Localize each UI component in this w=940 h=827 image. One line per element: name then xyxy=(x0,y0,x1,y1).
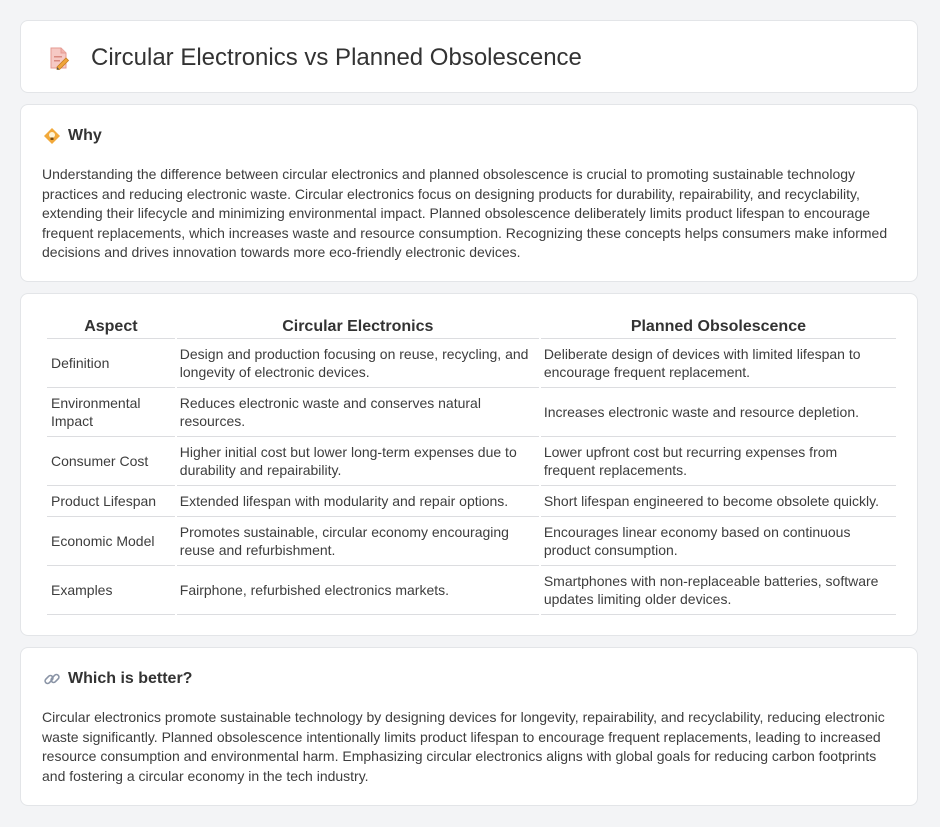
table-row xyxy=(47,388,896,437)
document-pencil-icon xyxy=(47,46,71,70)
cell-planned: Smartphones with non-replaceable batteries, software updates limiting older devices. xyxy=(541,566,896,615)
cell-circular: Higher initial cost but lower long-term expenses due to durability and repairability. xyxy=(177,437,539,486)
cell-planned: Encourages linear economy based on continuous product consumption. xyxy=(541,517,896,566)
cell-aspect: Economic Model xyxy=(47,517,175,566)
link-icon xyxy=(43,670,61,688)
better-text: Circular electronics promote sustainable technology by designing devices for longevity, repairability, and recyclability, reducing electronic waste significantly. Planned obsolescence intentionally limits product lifespan to encourage frequent replacements, leading to increased resource consumption and environmental harm. Emphasizing circular electronics aligns with global goals for reducing carbon footprints and fostering a circular economy in the tech industry. xyxy=(42,709,885,784)
table-row xyxy=(47,339,896,388)
cell-planned: Increases electronic waste and resource depletion. xyxy=(541,388,896,437)
comparison-table xyxy=(45,316,898,615)
better-title: Which is better? xyxy=(68,670,193,687)
header-circular: Circular Electronics xyxy=(177,316,539,339)
table-header-row xyxy=(47,316,896,339)
cell-planned: Lower upfront cost but recurring expenses from frequent replacements. xyxy=(541,437,896,486)
why-card xyxy=(20,104,918,282)
cell-circular: Extended lifespan with modularity and repair options. xyxy=(177,486,539,517)
table-row xyxy=(47,566,896,615)
header-aspect: Aspect xyxy=(47,316,175,339)
why-text: Understanding the difference between circular electronics and planned obsolescence is crucial to promoting sustainable technology practices and reducing electronic waste. Circular electronics focus on designing products for durability, repairability, and recyclability, extending their lifecycle and minimizing environmental impact. Planned obsolescence deliberately limits product lifespan to encourage frequent replacements, which increases waste and resource consumption. Recognizing these concepts helps consumers make informed decisions and drives innovation towards more eco-friendly electronic devices. xyxy=(42,166,888,260)
cell-aspect: Definition xyxy=(47,339,175,388)
cell-circular: Reduces electronic waste and conserves natural resources. xyxy=(177,388,539,437)
table-row xyxy=(47,486,896,517)
better-heading xyxy=(43,670,192,688)
why-title: Why xyxy=(68,127,102,144)
cell-planned: Short lifespan engineered to become obsolete quickly. xyxy=(541,486,896,517)
cell-aspect: Environmental Impact xyxy=(47,388,175,437)
cell-aspect: Consumer Cost xyxy=(47,437,175,486)
header-planned: Planned Obsolescence xyxy=(541,316,896,339)
cell-aspect: Product Lifespan xyxy=(47,486,175,517)
table-row xyxy=(47,517,896,566)
table-row xyxy=(47,437,896,486)
cell-aspect: Examples xyxy=(47,566,175,615)
cell-circular: Fairphone, refurbished electronics markets. xyxy=(177,566,539,615)
better-card xyxy=(20,647,918,806)
cell-planned: Deliberate design of devices with limited lifespan to encourage frequent replacement. xyxy=(541,339,896,388)
header-card xyxy=(20,20,918,93)
comparison-card xyxy=(20,293,918,636)
bulb-icon xyxy=(43,127,61,145)
title-row xyxy=(47,44,582,72)
cell-circular: Promotes sustainable, circular economy encouraging reuse and refurbishment. xyxy=(177,517,539,566)
page-title: Circular Electronics vs Planned Obsolescence xyxy=(91,44,582,71)
cell-circular: Design and production focusing on reuse, recycling, and longevity of electronic devices. xyxy=(177,339,539,388)
why-heading xyxy=(43,127,102,145)
